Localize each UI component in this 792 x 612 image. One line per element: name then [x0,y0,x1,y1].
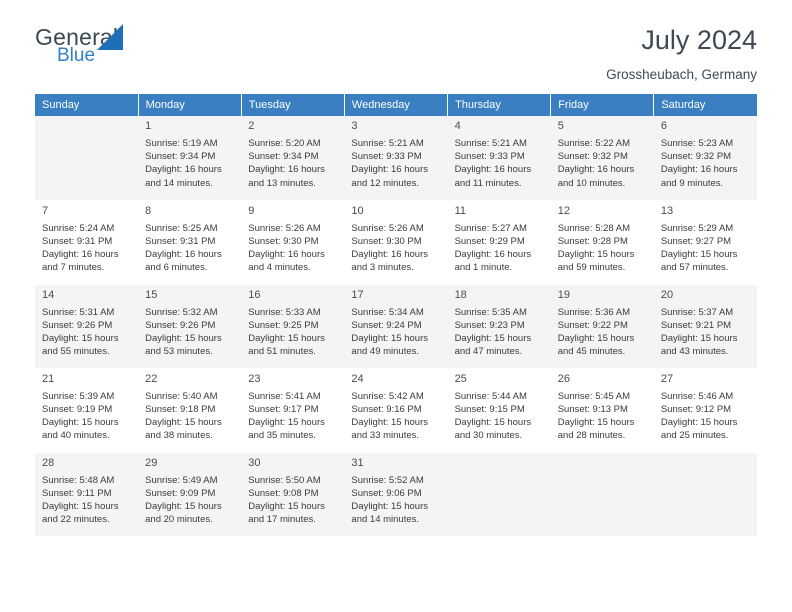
day-sunset: Sunset: 9:28 PM [557,235,628,247]
day-sunrise: Sunrise: 5:39 AM [42,390,115,402]
day-info [661,390,751,442]
day-sunset: Sunset: 9:24 PM [351,319,422,331]
day-sunset: Sunset: 9:11 PM [42,487,112,499]
day-sunrise: Sunrise: 5:22 AM [557,138,631,150]
day-sunrise: Sunrise: 5:21 AM [454,138,527,150]
day-number: 4 [454,120,461,132]
day-info [248,306,338,358]
day-sunrise: Sunrise: 5:21 AM [351,138,424,150]
day-sunset: Sunset: 9:31 PM [42,235,113,247]
day-sunrise: Sunrise: 5:36 AM [557,306,631,318]
day-daylight2: and 17 minutes. [248,514,316,525]
day-daylight2: and 12 minutes. [351,177,420,189]
calendar-day-cell [551,116,654,200]
calendar-day-cell [344,368,447,452]
day-sunset: Sunset: 9:13 PM [557,403,628,415]
day-daylight1: Daylight: 15 hours [145,500,222,512]
day-info [248,137,338,189]
weekday-header-tuesday: Tuesday [241,94,344,116]
day-number: 20 [660,288,674,301]
day-daylight2: and 9 minutes. [660,177,724,189]
day-sunrise: Sunrise: 5:26 AM [351,222,424,234]
day-daylight1: Daylight: 15 hours [248,332,325,344]
flag-icon [97,24,123,50]
day-number: 31 [351,456,364,469]
calendar-cell-empty [654,452,757,536]
calendar-day-cell [35,200,138,284]
day-sunrise: Sunrise: 5:46 AM [660,390,734,402]
calendar-day-cell [448,200,551,284]
day-info [558,390,648,442]
day-info [248,390,338,442]
day-number: 29 [145,456,158,469]
day-daylight2: and 3 minutes. [351,262,414,273]
day-daylight2: and 47 minutes. [454,346,523,357]
day-daylight2: and 53 minutes. [145,346,213,357]
day-sunset: Sunset: 9:12 PM [660,403,732,415]
day-info [145,474,235,526]
day-info [145,137,235,189]
day-sunrise: Sunrise: 5:44 AM [454,390,527,402]
day-daylight1: Daylight: 15 hours [454,332,532,344]
day-info [351,137,441,189]
day-daylight1: Daylight: 16 hours [557,164,635,176]
calendar-day-cell [654,368,757,452]
day-number: 10 [351,204,364,217]
day-sunset: Sunset: 9:30 PM [351,235,422,247]
day-daylight2: and 22 minutes. [42,514,110,525]
day-sunrise: Sunrise: 5:48 AM [42,474,115,486]
day-sunset: Sunset: 9:22 PM [557,319,628,331]
day-number: 23 [248,372,261,385]
day-sunset: Sunset: 9:33 PM [454,151,525,163]
day-number: 14 [42,288,55,301]
day-sunrise: Sunrise: 5:28 AM [557,222,631,234]
day-number: 17 [351,288,364,301]
day-daylight2: and 55 minutes. [42,346,110,357]
day-sunrise: Sunrise: 5:19 AM [145,138,218,150]
weekday-header-saturday: Saturday [654,94,757,116]
calendar-day-cell [241,116,344,200]
day-info [145,306,235,358]
weekday-header-thursday: Thursday [448,94,551,116]
calendar-day-cell [344,452,447,536]
title-block [606,26,757,82]
day-daylight2: and 7 minutes. [42,262,105,273]
day-daylight2: and 57 minutes. [660,262,729,273]
day-sunrise: Sunrise: 5:34 AM [351,306,424,318]
day-daylight1: Daylight: 15 hours [42,500,119,512]
day-sunset: Sunset: 9:34 PM [248,151,319,163]
day-info [558,306,648,358]
calendar-day-cell [241,284,344,368]
calendar-day-cell [241,368,344,452]
day-daylight1: Daylight: 16 hours [351,248,428,260]
day-daylight2: and 14 minutes. [145,177,213,189]
day-sunrise: Sunrise: 5:40 AM [145,390,218,402]
day-daylight1: Daylight: 15 hours [145,332,222,344]
day-daylight2: and 20 minutes. [145,514,213,525]
day-daylight1: Daylight: 15 hours [660,248,738,260]
day-daylight2: and 40 minutes. [42,430,110,441]
day-info [661,222,751,274]
day-sunset: Sunset: 9:32 PM [557,151,628,163]
day-daylight1: Daylight: 15 hours [248,416,325,428]
calendar-day-cell [241,452,344,536]
day-daylight1: Daylight: 16 hours [454,248,532,260]
day-sunset: Sunset: 9:33 PM [351,151,422,163]
calendar-week-row [35,200,757,284]
calendar-day-cell [551,200,654,284]
calendar-body [35,116,757,536]
logo-text-blue: Blue [57,45,96,66]
day-number: 25 [454,372,467,385]
day-sunrise: Sunrise: 5:45 AM [557,390,631,402]
day-daylight1: Daylight: 15 hours [145,416,222,428]
calendar-day-cell [138,200,241,284]
day-sunset: Sunset: 9:25 PM [248,319,319,331]
day-number: 19 [557,288,570,301]
day-sunrise: Sunrise: 5:35 AM [454,306,527,318]
calendar-day-cell [35,368,138,452]
day-number: 22 [145,372,158,385]
day-daylight1: Daylight: 15 hours [42,332,119,344]
day-info [661,306,751,358]
day-daylight1: Daylight: 15 hours [557,248,635,260]
calendar-day-cell [448,284,551,368]
day-sunset: Sunset: 9:30 PM [248,235,319,247]
calendar-day-cell [241,200,344,284]
day-daylight2: and 10 minutes. [557,177,626,189]
calendar-day-cell [138,368,241,452]
day-info [455,390,545,442]
day-sunset: Sunset: 9:27 PM [660,235,732,247]
day-daylight1: Daylight: 16 hours [248,164,325,176]
day-info [455,306,545,358]
calendar-cell-empty [551,452,654,536]
calendar-day-cell [654,200,757,284]
day-sunset: Sunset: 9:32 PM [660,151,732,163]
day-info [248,474,338,526]
day-number: 8 [145,204,152,217]
day-sunset: Sunset: 9:17 PM [248,403,319,415]
day-number: 26 [557,372,570,385]
calendar-day-cell [551,284,654,368]
day-daylight2: and 33 minutes. [351,430,420,441]
day-daylight1: Daylight: 15 hours [351,332,428,344]
day-number: 7 [42,204,49,217]
day-info [42,474,132,526]
calendar-day-cell [448,368,551,452]
day-sunset: Sunset: 9:08 PM [248,487,319,499]
day-sunrise: Sunrise: 5:27 AM [454,222,527,234]
day-daylight1: Daylight: 16 hours [145,164,222,176]
day-sunset: Sunset: 9:15 PM [454,403,525,415]
day-number: 3 [351,120,358,132]
day-info [351,474,441,526]
day-sunrise: Sunrise: 5:32 AM [145,306,218,318]
day-daylight2: and 59 minutes. [557,262,626,273]
day-sunset: Sunset: 9:29 PM [454,235,525,247]
day-sunrise: Sunrise: 5:26 AM [248,222,321,234]
day-number: 16 [248,288,261,301]
calendar-cell-empty [448,452,551,536]
calendar-day-cell [654,284,757,368]
day-sunset: Sunset: 9:18 PM [145,403,216,415]
day-daylight2: and 43 minutes. [660,346,729,357]
day-sunset: Sunset: 9:09 PM [145,487,216,499]
day-number: 11 [454,204,466,217]
day-sunrise: Sunrise: 5:31 AM [42,306,115,318]
weekday-header-monday: Monday [138,94,241,116]
day-number: 15 [145,288,158,301]
day-number: 2 [248,120,255,132]
page-title: July 2024 [641,25,757,55]
day-sunrise: Sunrise: 5:23 AM [660,138,734,150]
day-info [42,306,132,358]
weekday-header-sunday: Sunday [35,94,138,116]
day-number: 12 [557,204,570,217]
day-sunrise: Sunrise: 5:25 AM [145,222,218,234]
day-number: 6 [660,120,667,132]
day-daylight1: Daylight: 15 hours [557,332,635,344]
day-sunrise: Sunrise: 5:24 AM [42,222,115,234]
day-sunset: Sunset: 9:16 PM [351,403,422,415]
day-number: 18 [454,288,467,301]
calendar-week-row [35,284,757,368]
day-sunset: Sunset: 9:26 PM [145,319,216,331]
page-subtitle: Grossheubach, Germany [606,66,757,82]
day-daylight2: and 11 minutes. [454,177,522,189]
day-daylight1: Daylight: 16 hours [454,164,532,176]
day-info [455,222,545,274]
day-number: 28 [42,456,55,469]
calendar-day-cell [35,452,138,536]
day-number: 13 [660,204,674,217]
day-sunrise: Sunrise: 5:49 AM [145,474,218,486]
day-sunset: Sunset: 9:19 PM [42,403,113,415]
day-info [42,390,132,442]
day-daylight2: and 30 minutes. [454,430,523,441]
day-sunrise: Sunrise: 5:37 AM [660,306,734,318]
page-header [0,0,792,82]
day-sunrise: Sunrise: 5:29 AM [660,222,734,234]
day-daylight2: and 38 minutes. [145,430,213,441]
day-sunset: Sunset: 9:34 PM [145,151,216,163]
day-number: 21 [42,372,55,385]
weekday-header-friday: Friday [551,94,654,116]
day-info [351,222,441,274]
day-daylight1: Daylight: 16 hours [145,248,222,260]
day-daylight2: and 1 minute. [454,262,513,273]
day-daylight2: and 49 minutes. [351,346,420,357]
calendar-day-cell [138,452,241,536]
day-daylight1: Daylight: 15 hours [42,416,119,428]
day-number: 1 [145,120,152,132]
day-sunrise: Sunrise: 5:52 AM [351,474,424,486]
calendar-week-row [35,452,757,536]
day-sunrise: Sunrise: 5:42 AM [351,390,424,402]
day-daylight2: and 51 minutes. [248,346,316,357]
day-number: 24 [351,372,364,385]
calendar-day-cell [35,284,138,368]
day-info [558,137,648,189]
day-daylight2: and 14 minutes. [351,514,420,525]
day-sunset: Sunset: 9:21 PM [660,319,732,331]
weekday-header-wednesday: Wednesday [344,94,447,116]
calendar-week-row [35,368,757,452]
calendar-day-cell [551,368,654,452]
generalblue-logo [35,26,123,65]
day-daylight1: Daylight: 15 hours [660,416,738,428]
day-info [351,390,441,442]
day-sunrise: Sunrise: 5:41 AM [248,390,321,402]
calendar-day-cell [344,116,447,200]
day-daylight1: Daylight: 15 hours [454,416,532,428]
day-number: 27 [660,372,674,385]
day-number: 9 [248,204,255,217]
day-daylight2: and 28 minutes. [557,430,626,441]
day-daylight2: and 35 minutes. [248,430,316,441]
calendar-day-cell [344,284,447,368]
day-daylight1: Daylight: 16 hours [42,248,119,260]
day-info [248,222,338,274]
day-info [145,390,235,442]
day-sunset: Sunset: 9:06 PM [351,487,422,499]
day-daylight1: Daylight: 16 hours [248,248,325,260]
day-info [558,222,648,274]
calendar-table [35,94,757,537]
calendar-day-cell [138,284,241,368]
day-number: 30 [248,456,261,469]
day-daylight2: and 4 minutes. [248,262,311,273]
day-daylight1: Daylight: 16 hours [660,164,738,176]
day-daylight1: Daylight: 15 hours [248,500,325,512]
day-daylight1: Daylight: 15 hours [351,416,428,428]
day-sunset: Sunset: 9:31 PM [145,235,216,247]
day-daylight1: Daylight: 15 hours [660,332,738,344]
day-info [455,137,545,189]
day-info [351,306,441,358]
day-daylight2: and 6 minutes. [145,262,208,273]
calendar-day-cell [654,116,757,200]
day-daylight1: Daylight: 15 hours [351,500,428,512]
day-info [42,222,132,274]
day-sunset: Sunset: 9:23 PM [454,319,525,331]
day-sunrise: Sunrise: 5:33 AM [248,306,321,318]
day-info [661,137,751,189]
calendar-cell-empty [35,116,138,200]
day-sunrise: Sunrise: 5:20 AM [248,138,321,150]
day-daylight2: and 25 minutes. [660,430,729,441]
day-sunrise: Sunrise: 5:50 AM [248,474,321,486]
day-sunset: Sunset: 9:26 PM [42,319,113,331]
day-daylight2: and 13 minutes. [248,177,316,189]
day-daylight1: Daylight: 16 hours [351,164,428,176]
calendar-day-cell [448,116,551,200]
logo-text-general: General [35,24,119,50]
day-daylight2: and 45 minutes. [557,346,626,357]
calendar-week-row [35,116,757,200]
weekday-header-row [35,94,757,116]
day-number: 5 [557,120,564,132]
day-info [145,222,235,274]
calendar-day-cell [344,200,447,284]
calendar-day-cell [138,116,241,200]
day-daylight1: Daylight: 15 hours [557,416,635,428]
